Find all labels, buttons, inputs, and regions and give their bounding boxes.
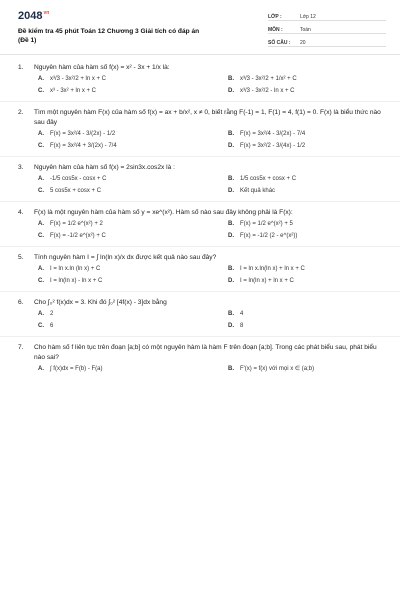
answer-option[interactable] xyxy=(228,232,398,241)
answer-options xyxy=(38,220,386,241)
option-letter: A. xyxy=(38,366,44,372)
answer-option[interactable] xyxy=(228,322,398,331)
answer-option[interactable] xyxy=(228,142,398,151)
question-text: Cho ∫₀² f(x)dx = 3. Khi đó ∫₀² [4f(x) - 3]dx bằng xyxy=(34,299,167,306)
option-text: 1/5 cos5x + cosx + C xyxy=(240,176,297,182)
answer-option[interactable] xyxy=(38,232,228,241)
answer-option[interactable] xyxy=(38,130,228,139)
option-text: x³/3 - 3x²/2 + ln x + C xyxy=(50,76,107,82)
option-text: x³ - 3x² + ln x + C xyxy=(50,88,97,94)
option-letter: A. xyxy=(38,76,44,82)
question-item xyxy=(18,63,386,102)
logo-text: 2048 xyxy=(18,10,43,22)
option-text: F(x) = -1/2 e^(x²) + C xyxy=(50,233,106,239)
question-item xyxy=(18,163,386,202)
meta-key: SỐ CÂU : xyxy=(268,40,291,46)
option-letter: D. xyxy=(228,323,234,329)
question-divider xyxy=(0,291,400,292)
option-text: I = ln(ln x) - ln x + C xyxy=(50,278,103,284)
question-header xyxy=(18,253,386,263)
answer-option[interactable] xyxy=(228,75,398,84)
meta-value: 20 xyxy=(300,40,306,46)
answer-option[interactable] xyxy=(228,220,398,229)
option-text: F(x) = 1/2 e^(x²) + 5 xyxy=(240,221,293,227)
answer-option[interactable] xyxy=(38,265,228,274)
option-text: 2 xyxy=(50,311,54,317)
answer-option[interactable] xyxy=(228,130,398,139)
meta-row-subject xyxy=(268,24,386,34)
option-text: F'(x) = f(x) với mọi x ∈ (a;b) xyxy=(240,366,315,372)
option-letter: C. xyxy=(38,143,44,149)
option-text: 6 xyxy=(50,323,54,329)
meta-row-class xyxy=(268,11,386,21)
question-number: 7. xyxy=(18,344,24,351)
option-letter: B. xyxy=(228,131,234,137)
header-divider xyxy=(0,54,400,55)
question-divider xyxy=(0,101,400,102)
question-header xyxy=(18,298,386,308)
question-item xyxy=(18,253,386,292)
meta-row-count xyxy=(268,37,386,47)
option-letter: D. xyxy=(228,188,234,194)
question-header xyxy=(18,208,386,218)
option-text: I = ln(ln x) + ln x + C xyxy=(240,278,294,284)
logo-suffix: vn xyxy=(43,10,50,16)
question-number: 3. xyxy=(18,164,24,171)
option-letter: D. xyxy=(228,88,234,94)
question-item xyxy=(18,298,386,337)
answer-option[interactable] xyxy=(228,265,398,274)
option-letter: A. xyxy=(38,131,44,137)
question-item xyxy=(18,208,386,247)
exam-title-line1: Đề kiểm tra 45 phút Toán 12 Chương 3 Giải tích có đáp án xyxy=(18,28,200,35)
exam-meta xyxy=(268,11,386,50)
option-letter: D. xyxy=(228,143,234,149)
answer-option[interactable] xyxy=(38,75,228,84)
option-text: F(x) = 3x²/4 - 3/(2x) - 1/2 xyxy=(50,131,116,137)
question-number: 1. xyxy=(18,64,24,71)
option-text: -1/5 cos5x - cosx + C xyxy=(50,176,107,182)
option-text: 5 cos5x + cosx + C xyxy=(50,188,102,194)
answer-option[interactable] xyxy=(228,175,398,184)
question-number: 2. xyxy=(18,109,24,116)
question-number: 4. xyxy=(18,209,24,216)
option-letter: C. xyxy=(38,188,44,194)
answer-options xyxy=(38,175,386,196)
option-letter: C. xyxy=(38,323,44,329)
exam-title-line2: (Đề 1) xyxy=(18,37,37,44)
answer-option[interactable] xyxy=(38,142,228,151)
option-text: I = ln x.ln (ln x) + C xyxy=(50,266,101,272)
option-text: x³/3 - 3x²/2 + 1/x² + C xyxy=(240,76,297,82)
option-letter: B. xyxy=(228,266,234,272)
question-text: Cho hàm số f liên tục trên đoạn [a;b] có một nguyên hàm là hàm F trên đoạn [a;b]. Trong các phát biểu sau, phát biểu nào sai? xyxy=(34,344,377,361)
question-header xyxy=(18,163,386,173)
answer-option[interactable] xyxy=(228,310,398,319)
answer-options xyxy=(38,310,386,331)
answer-option[interactable] xyxy=(38,187,228,196)
option-letter: C. xyxy=(38,88,44,94)
answer-option[interactable] xyxy=(38,310,228,319)
answer-option[interactable] xyxy=(38,322,228,331)
answer-option[interactable] xyxy=(38,87,228,96)
question-divider xyxy=(0,156,400,157)
answer-option[interactable] xyxy=(38,220,228,229)
option-letter: B. xyxy=(228,76,234,82)
meta-value: Lớp 12 xyxy=(300,14,316,20)
option-letter: B. xyxy=(228,311,234,317)
question-divider xyxy=(0,246,400,247)
answer-options xyxy=(38,265,386,286)
question-header xyxy=(18,63,386,73)
answer-option[interactable] xyxy=(38,175,228,184)
option-letter: A. xyxy=(38,176,44,182)
question-number: 6. xyxy=(18,299,24,306)
question-item xyxy=(18,108,386,157)
question-header xyxy=(18,108,386,128)
option-text: F(x) = 3x²/4 - 3/(2x) - 7/4 xyxy=(240,131,306,137)
option-text: 8 xyxy=(240,323,244,329)
option-letter: B. xyxy=(228,176,234,182)
option-text: Kết quả khác xyxy=(240,188,276,194)
option-text: ∫ f(x)dx = F(b) - F(a) xyxy=(50,366,103,372)
question-list xyxy=(18,63,386,374)
option-letter: A. xyxy=(38,221,44,227)
answer-option[interactable] xyxy=(228,365,398,374)
question-text: Nguyên hàm của hàm số f(x) = 2sin3x.cos2x là : xyxy=(34,164,175,171)
question-text: Tìm một nguyên hàm F(x) của hàm số f(x) = ax + b/x², x ≠ 0, biết rằng F(-1) = 1, F(1) = 4, f(1) = 0. F(x) là biểu thức nào sau đây xyxy=(34,109,381,126)
question-text: F(x) là một nguyên hàm của hàm số y = xe^(x²). Hàm số nào sau đây không phải là F(x): xyxy=(34,209,293,216)
meta-value: Toán xyxy=(300,27,311,33)
option-letter: C. xyxy=(38,278,44,284)
option-text: F(x) = 3x²/4 + 3/(2x) - 7/4 xyxy=(50,143,117,149)
question-divider xyxy=(0,336,400,337)
option-letter: A. xyxy=(38,266,44,272)
answer-option[interactable] xyxy=(38,277,228,286)
option-text: I = ln x.ln(ln x) + ln x + C xyxy=(240,266,305,272)
question-item xyxy=(18,343,386,374)
option-text: F(x) = -1/2 (2 - e^(x²)) xyxy=(240,233,298,239)
meta-key: MÔN : xyxy=(268,27,283,33)
option-text: F(x) = 1/2 e^(x²) + 2 xyxy=(50,221,103,227)
option-letter: D. xyxy=(228,233,234,239)
answer-option[interactable] xyxy=(228,87,398,96)
answer-option[interactable] xyxy=(228,277,398,286)
question-number: 5. xyxy=(18,254,24,261)
option-text: 4 xyxy=(240,311,244,317)
meta-key: LỚP : xyxy=(268,14,282,20)
answer-option[interactable] xyxy=(38,365,228,374)
question-text: Nguyên hàm của hàm số f(x) = x² - 3x + 1/x là: xyxy=(34,64,170,71)
option-text: x³/3 - 3x²/2 - ln x + C xyxy=(240,88,295,94)
option-letter: C. xyxy=(38,233,44,239)
answer-option[interactable] xyxy=(228,187,398,196)
question-divider xyxy=(0,201,400,202)
option-letter: D. xyxy=(228,278,234,284)
option-text: F(x) = 3x²/2 - 3/(4x) - 1/2 xyxy=(240,143,306,149)
question-header xyxy=(18,343,386,363)
option-letter: B. xyxy=(228,221,234,227)
answer-options xyxy=(38,75,386,96)
option-letter: A. xyxy=(38,311,44,317)
answer-options xyxy=(38,365,386,374)
answer-options xyxy=(38,130,386,151)
option-letter: B. xyxy=(228,366,234,372)
question-text: Tính nguyên hàm I = ∫ ln(ln x)/x dx được kết quả nào sau đây? xyxy=(34,254,217,261)
